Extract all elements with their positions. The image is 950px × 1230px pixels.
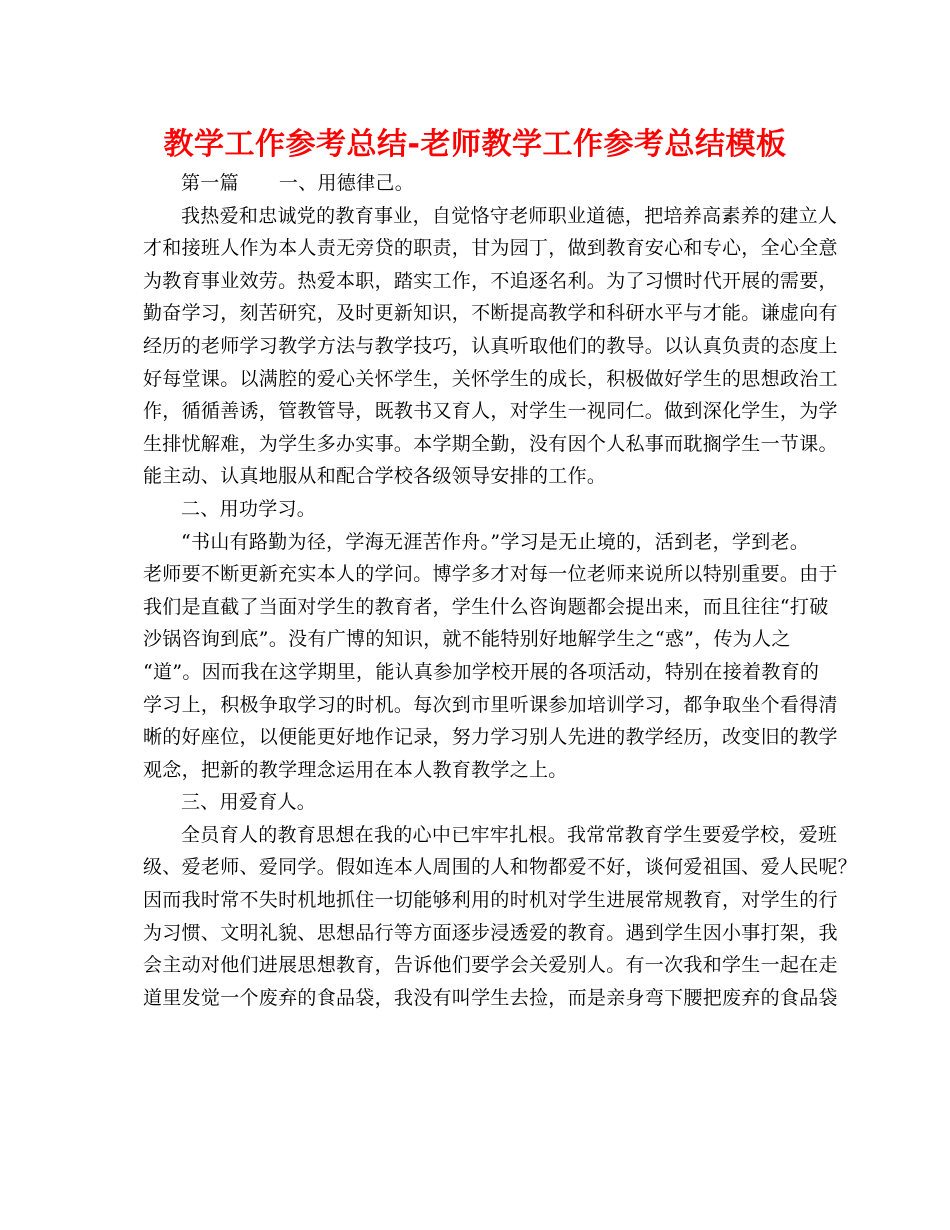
paragraph-line: 为教育事业效劳。热爱本职，踏实工作，不追逐名利。为了习惯时代开展的需要，: [143, 269, 838, 292]
paragraph-line: 观念，把新的教学理念运用在本人教育教学之上。: [143, 758, 568, 781]
paragraph-line: 会主动对他们进展思想教育，告诉他们要学会关爱别人。有一次我和学生一起在走: [143, 954, 838, 977]
paragraph-line: “道”。因而我在这学期里，能认真参加学校开展的各项活动，特别在接着教育的: [143, 660, 820, 683]
section-heading: 三、用爱育人。: [181, 791, 317, 814]
paragraph-line: 我们是直截了当面对学生的教育者，学生什么咨询题都会提出来，而且往往“打破: [143, 595, 829, 618]
paragraph-line: 级、爱老师、爱同学。假如连本人周围的人和物都爱不好，谈何爱祖国、爱人民呢？: [143, 856, 858, 879]
section-heading: [143, 167, 815, 200]
paragraph-line: “书山有路勤为径，学海无涯苦作舟。”学习是无止境的，活到老，学到老。: [181, 530, 810, 553]
paragraph-line: 作，循循善诱，管教管导，既教书又育人，对学生一视同仁。做到深化学生，为学: [143, 400, 838, 423]
paragraph-line: 能主动、认真地服从和配合学校各级领导安排的工作。: [143, 465, 607, 488]
document-body: [143, 167, 858, 1014]
paragraph-line: 道里发觉一个废弃的食品袋，我没有叫学生去捡，而是亲身弯下腰把废弃的食品袋: [143, 986, 838, 1009]
paragraph-line: 因而我时常不失时机地抓住一切能够利用的时机对学生进展常规教育，对学生的行: [143, 889, 838, 912]
paragraph-line: 老师要不断更新充实本人的学问。博学多才对每一位老师来说所以特别重要。由于: [143, 563, 838, 586]
paragraph-line: 为习惯、文明礼貌、思想品行等方面逐步浸透爱的教育。遇到学生因小事打架，我: [143, 921, 838, 944]
paragraph-line: 全员育人的教育思想在我的心中已牢牢扎根。我常常教育学生要爱学校，爱班: [181, 823, 838, 846]
section-heading-text: 一、用德律己。: [278, 172, 415, 194]
paragraph-line: 我热爱和忠诚党的教育事业，自觉恪守老师职业道德，把培养高素养的建立人: [181, 204, 838, 227]
section-heading: 二、用功学习。: [181, 497, 317, 520]
paragraph-line: 沙锅咨询到底”。没有广博的知识，就不能特别好地解学生之“惑”，传为人之: [143, 628, 791, 651]
paragraph-line: 勤奋学习，刻苦研究，及时更新知识，不断提高教学和科研水平与才能。谦虚向有: [143, 302, 838, 325]
paragraph-line: 晰的好座位，以便能更好地作记录，努力学习别人先进的教学经历，改变旧的教学: [143, 726, 838, 749]
paragraph-line: 好每堂课。以满腔的爱心关怀学生，关怀学生的成长，积极做好学生的思想政治工: [143, 367, 838, 390]
chapter-label: 第一篇: [181, 172, 239, 194]
document-title: 教学工作参考总结-老师教学工作参考总结模板: [163, 127, 787, 162]
paragraph-line: 学习上，积极争取学习的时机。每次到市里听课参加培训学习，都争取坐个看得清: [143, 693, 838, 716]
paragraph-line: 经历的老师学习教学方法与教学技巧，认真听取他们的教导。以认真负责的态度上: [143, 334, 838, 357]
paragraph-line: 才和接班人作为本人责无旁贷的职责，甘为园丁，做到教育安心和专心，全心全意: [143, 237, 838, 260]
paragraph-line: 生排忧解难，为学生多办实事。本学期全勤，没有因个人私事而耽搁学生一节课。: [143, 432, 838, 455]
